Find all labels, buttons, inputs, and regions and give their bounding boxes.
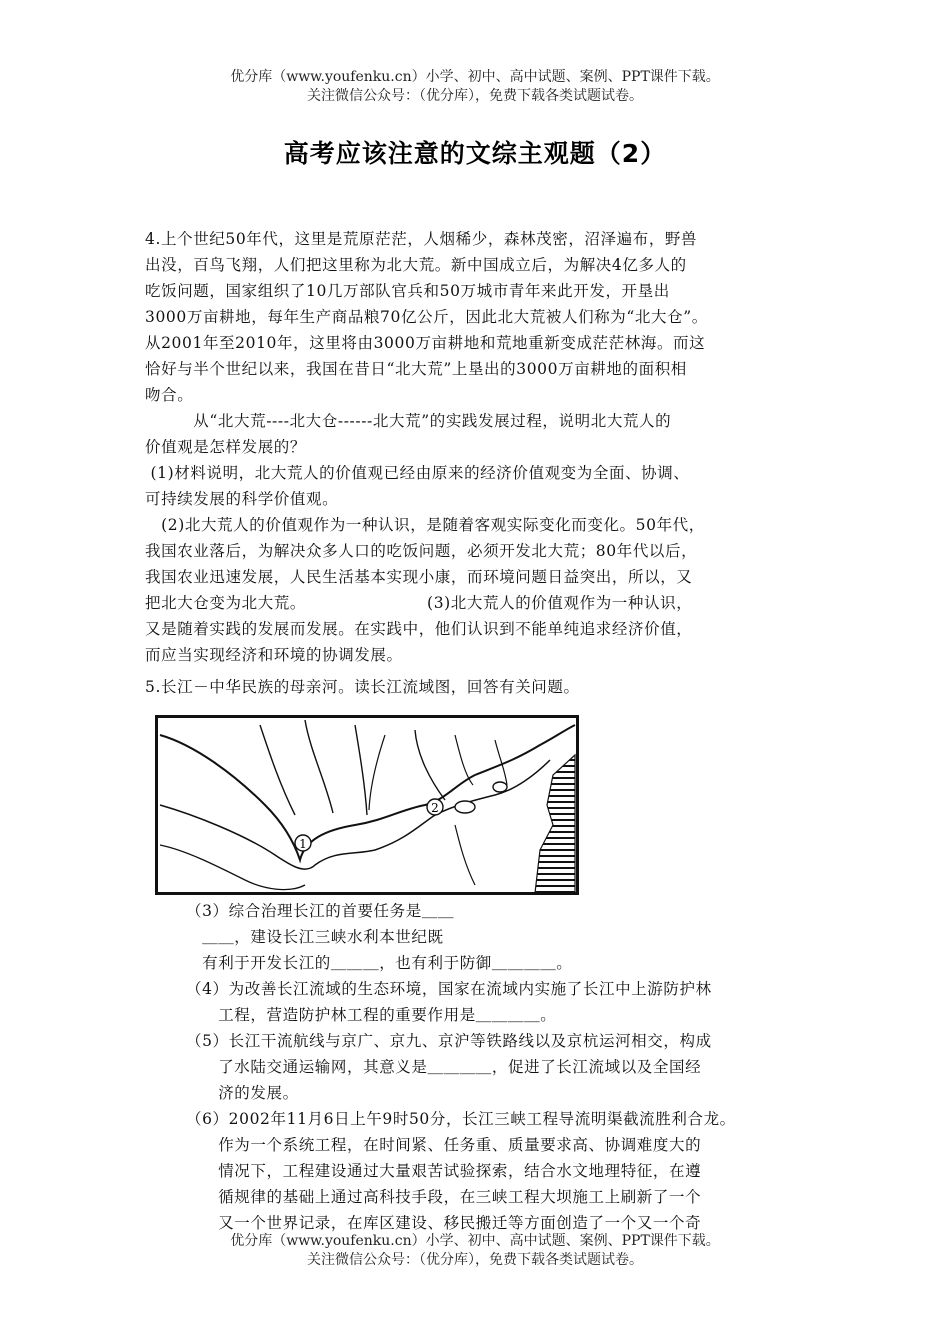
q4-line: 我国农业落后，为解决众多人口的吃饭问题，必须开发北大荒；80年代以后，	[145, 542, 698, 560]
subq-line: （6）2002年11月6日上午9时50分，长江三峡工程导流明渠截流胜利合龙。	[186, 1110, 736, 1128]
q4-line: (2)北大荒人的价值观作为一种认识，是随着客观实际变化而变化。50年代，	[145, 516, 705, 534]
q4-line: 吃饭问题，国家组织了10几万部队官兵和50万城市青年来此开发，开垦出	[145, 282, 670, 300]
subq-line: 作为一个系统工程，在时间紧、任务重、质量要求高、协调难度大的	[186, 1136, 702, 1154]
q4-line: 4.上个世纪50年代，这里是荒原茫茫，人烟稀少，森林茂密，沼泽遍布，野兽	[145, 230, 698, 248]
header-line-2: 关注微信公众号：（优分库），免费下载各类试题试卷。	[307, 88, 643, 104]
subq-line: 情况下，工程建设通过大量艰苦试验探索，结合水文地理特征，在遵	[186, 1162, 702, 1180]
q4-line: (1)材料说明，北大荒人的价值观已经由原来的经济价值观变为全面、协调、	[145, 464, 690, 482]
page-title: 高考应该注意的文综主观题（2）	[283, 139, 667, 168]
yangtze-basin-map	[155, 715, 579, 895]
q4-line: 出没，百鸟飞翔，人们把这里称为北大荒。新中国成立后，为解决4亿多人的	[145, 256, 687, 274]
subq-line: 又一个世界记录，在库区建设、移民搬迁等方面创造了一个又一个奇	[186, 1214, 702, 1232]
subq-line: 济的发展。	[186, 1084, 299, 1102]
q5-intro: 5.长江－中华民族的母亲河。读长江流域图，回答有关问题。	[145, 678, 580, 696]
subq-line: 工程，营造防护林工程的重要作用是＿＿＿＿。	[186, 1006, 557, 1024]
q4-line: 恰好与半个世纪以来，我国在昔日“北大荒”上垦出的3000万亩耕地的面积相	[145, 360, 687, 378]
q4-line: 吻合。	[145, 386, 194, 404]
subq-line: （3）综合治理长江的首要任务是＿＿	[186, 902, 455, 920]
footer-line-1: 优分库（www.youfenku.cn）小学、初中、高中试题、案例、PPT课件下载。	[230, 1233, 720, 1249]
question-5-subquestions	[186, 898, 826, 1236]
page-footer	[0, 1232, 950, 1270]
header-line-1: 优分库（www.youfenku.cn）小学、初中、高中试题、案例、PPT课件下载。	[230, 69, 720, 85]
q4-line: 我国农业迅速发展，人民生活基本实现小康，而环境问题日益突出，所以，又	[145, 568, 693, 586]
map-marker-2-label: 2	[431, 801, 439, 815]
question-5-intro	[145, 674, 835, 700]
subq-line: （4）为改善长江流域的生态环境，国家在流域内实施了长江中上游防护林	[186, 980, 712, 998]
q4-line: 3000万亩耕地，每年生产商品粮70亿公斤，因此北大荒被人们称为“北大仓”。	[145, 308, 708, 326]
page-header	[0, 68, 950, 106]
subq-line: 有利于开发长江的＿＿＿，也有利于防御＿＿＿＿。	[186, 954, 573, 972]
subq-line: （5）长江干流航线与京广、京九、京沪等铁路线以及京杭运河相交，构成	[186, 1032, 712, 1050]
map-marker-1-label: 1	[299, 837, 307, 851]
subq-line: 循规律的基础上通过高科技手段，在三峡工程大坝施工上刷新了一个	[186, 1188, 702, 1206]
q4-line: 价值观是怎样发展的？	[145, 438, 307, 456]
q4-line: 从2001年至2010年，这里将由3000万亩耕地和荒地重新变成茫茫林海。而这	[145, 334, 706, 352]
footer-line-2: 关注微信公众号：（优分库），免费下载各类试题试卷。	[307, 1252, 643, 1268]
q4-line: 把北大仓变为北大荒。 (3)北大荒人的价值观作为一种认识，	[145, 594, 693, 612]
question-4	[145, 226, 835, 668]
q4-line: 可持续发展的科学价值观。	[145, 490, 339, 508]
q4-line: 又是随着实践的发展而发展。在实践中，他们认识到不能单纯追求经济价值，	[145, 620, 693, 638]
q4-line: 从“北大荒----北大仓------北大荒”的实践发展过程，说明北大荒人的	[145, 412, 672, 430]
subq-line: 了水陆交通运输网，其意义是＿＿＿＿，促进了长江流域以及全国经	[186, 1058, 702, 1076]
subq-line: ＿＿，建设长江三峡水利本世纪既	[186, 928, 444, 946]
q4-line: 而应当实现经济和环境的协调发展。	[145, 646, 403, 664]
